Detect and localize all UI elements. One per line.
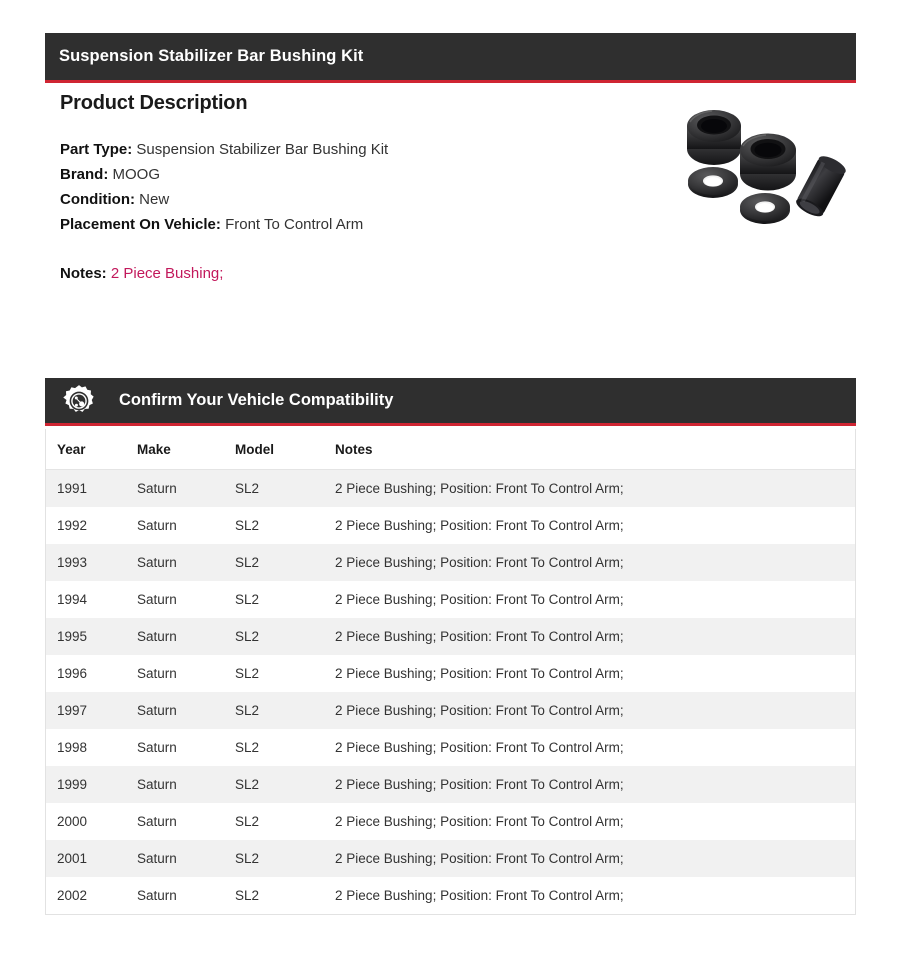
vehicle-compatibility-table xyxy=(46,429,855,914)
cell-make: Saturn xyxy=(137,507,235,544)
cell-make: Saturn xyxy=(137,766,235,803)
vehicle-compatibility-header xyxy=(45,378,856,426)
cell-year: 1996 xyxy=(46,655,137,692)
cell-notes: 2 Piece Bushing; Position: Front To Control Arm; xyxy=(335,840,855,877)
cell-model: SL2 xyxy=(235,766,335,803)
cell-year: 1998 xyxy=(46,729,137,766)
cell-notes: 2 Piece Bushing; Position: Front To Control Arm; xyxy=(335,877,855,914)
table-row xyxy=(46,877,855,914)
cell-model: SL2 xyxy=(235,877,335,914)
product-notes-value: 2 Piece Bushing; xyxy=(110,265,224,282)
spec-part-type-value: Suspension Stabilizer Bar Bushing Kit xyxy=(136,141,389,158)
product-image xyxy=(672,104,852,230)
cell-make: Saturn xyxy=(137,581,235,618)
cell-model: SL2 xyxy=(235,803,335,840)
cell-make: Saturn xyxy=(137,877,235,914)
spec-part-type-label: Part Type: xyxy=(60,141,133,158)
cell-year: 1995 xyxy=(46,618,137,655)
page-title: Suspension Stabilizer Bar Bushing Kit xyxy=(59,47,364,65)
product-description-section xyxy=(60,92,660,285)
cell-make: Saturn xyxy=(137,692,235,729)
cell-year: 2000 xyxy=(46,803,137,840)
table-header xyxy=(46,429,855,470)
cell-notes: 2 Piece Bushing; Position: Front To Control Arm; xyxy=(335,655,855,692)
product-description-heading: Product Description xyxy=(60,92,248,114)
gear-wrench-icon xyxy=(62,384,96,418)
cell-year: 1991 xyxy=(46,470,137,508)
column-header-year: Year xyxy=(46,429,137,470)
cell-notes: 2 Piece Bushing; Position: Front To Control Arm; xyxy=(335,470,855,508)
cell-model: SL2 xyxy=(235,544,335,581)
table-row xyxy=(46,729,855,766)
cell-year: 1994 xyxy=(46,581,137,618)
table-row xyxy=(46,766,855,803)
cell-make: Saturn xyxy=(137,655,235,692)
cell-notes: 2 Piece Bushing; Position: Front To Control Arm; xyxy=(335,618,855,655)
cell-model: SL2 xyxy=(235,581,335,618)
table-row xyxy=(46,618,855,655)
cell-year: 1997 xyxy=(46,692,137,729)
table-header-row xyxy=(46,429,855,470)
cell-year: 2001 xyxy=(46,840,137,877)
washer-left xyxy=(688,167,738,198)
column-header-notes: Notes xyxy=(335,429,855,470)
table-row xyxy=(46,581,855,618)
cell-notes: 2 Piece Bushing; Position: Front To Control Arm; xyxy=(335,766,855,803)
table-row xyxy=(46,544,855,581)
cell-make: Saturn xyxy=(137,729,235,766)
product-spec-list xyxy=(60,137,412,237)
table-row xyxy=(46,507,855,544)
cell-make: Saturn xyxy=(137,544,235,581)
cell-make: Saturn xyxy=(137,470,235,508)
bushing-upper-left xyxy=(687,110,741,165)
column-header-make: Make xyxy=(137,429,235,470)
cell-year: 2002 xyxy=(46,877,137,914)
spec-condition-value: New xyxy=(139,191,170,208)
cell-notes: 2 Piece Bushing; Position: Front To Control Arm; xyxy=(335,581,855,618)
cell-model: SL2 xyxy=(235,692,335,729)
spec-placement-value: Front To Control Arm xyxy=(225,216,364,233)
cell-model: SL2 xyxy=(235,840,335,877)
cell-notes: 2 Piece Bushing; Position: Front To Control Arm; xyxy=(335,507,855,544)
table-row xyxy=(46,840,855,877)
cell-model: SL2 xyxy=(235,729,335,766)
cell-notes: 2 Piece Bushing; Position: Front To Control Arm; xyxy=(335,544,855,581)
column-header-model: Model xyxy=(235,429,335,470)
cell-model: SL2 xyxy=(235,507,335,544)
spec-placement-label: Placement On Vehicle: xyxy=(60,216,221,233)
cell-model: SL2 xyxy=(235,470,335,508)
product-notes-label: Notes: xyxy=(60,265,107,282)
table-row xyxy=(46,803,855,840)
bushing-middle-right xyxy=(740,134,796,191)
product-title-bar xyxy=(45,33,856,83)
table-body xyxy=(46,470,855,915)
cell-year: 1993 xyxy=(46,544,137,581)
spec-brand-value: MOOG xyxy=(112,166,161,183)
spec-part-type xyxy=(60,137,412,162)
table-row xyxy=(46,655,855,692)
vehicle-compatibility-title: Confirm Your Vehicle Compatibility xyxy=(119,391,394,409)
cell-notes: 2 Piece Bushing; Position: Front To Control Arm; xyxy=(335,803,855,840)
cell-make: Saturn xyxy=(137,618,235,655)
product-notes xyxy=(60,263,660,285)
vehicle-compatibility-table-container xyxy=(45,429,856,915)
cell-make: Saturn xyxy=(137,840,235,877)
spec-placement xyxy=(60,212,412,237)
spec-condition-label: Condition: xyxy=(60,191,135,208)
cell-model: SL2 xyxy=(235,618,335,655)
washer-lower xyxy=(740,193,790,224)
cell-year: 1999 xyxy=(46,766,137,803)
cell-notes: 2 Piece Bushing; Position: Front To Control Arm; xyxy=(335,692,855,729)
spec-brand xyxy=(60,162,412,187)
cell-notes: 2 Piece Bushing; Position: Front To Control Arm; xyxy=(335,729,855,766)
cell-year: 1992 xyxy=(46,507,137,544)
spec-condition xyxy=(60,187,412,212)
cell-make: Saturn xyxy=(137,803,235,840)
table-row xyxy=(46,692,855,729)
spec-brand-label: Brand: xyxy=(60,166,109,183)
table-row xyxy=(46,470,855,508)
cell-model: SL2 xyxy=(235,655,335,692)
